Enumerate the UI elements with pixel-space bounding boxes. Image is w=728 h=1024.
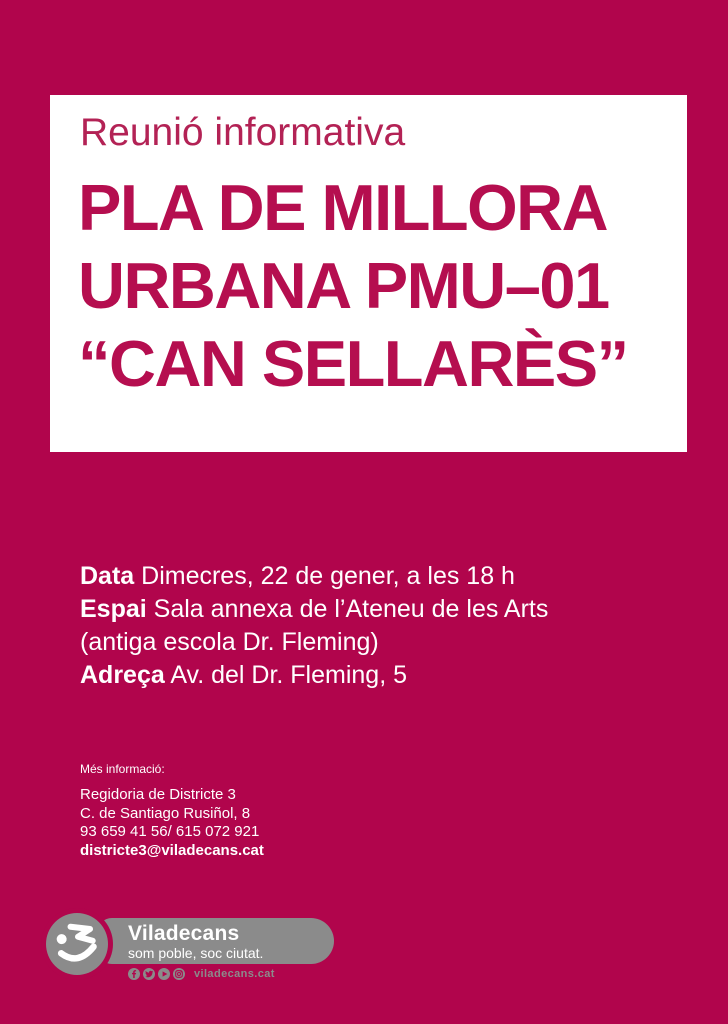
instagram-icon — [173, 968, 185, 980]
info-email: districte3@viladecans.cat — [80, 841, 264, 859]
info-line-department: Regidoria de Districte 3 — [80, 786, 236, 803]
info-line-street: C. de Santiago Rusiñol, 8 — [80, 804, 251, 822]
event-details — [80, 560, 548, 692]
detail-line-date — [80, 560, 548, 593]
title-line-3: “CAN SELLARÈS” — [78, 327, 628, 400]
detail-label-space: Espai — [80, 595, 147, 623]
more-info-heading: Més informació: — [80, 762, 165, 776]
detail-value-space-note: (antiga escola Dr. Fleming) — [80, 628, 379, 656]
brand-tagline: som poble, soc ciutat. — [128, 945, 264, 961]
header-box — [50, 95, 687, 452]
detail-label-date: Data — [80, 562, 135, 590]
detail-value-address: Av. del Dr. Fleming, 5 — [164, 661, 408, 689]
social-row — [128, 968, 275, 980]
detail-label-address: Adreça — [80, 661, 165, 689]
title-line-2: URBANA PMU–01 — [78, 249, 609, 322]
viladecans-logo-icon — [46, 913, 108, 975]
more-info-block — [80, 762, 264, 860]
detail-line-address — [80, 659, 548, 692]
brand-pill — [97, 918, 334, 964]
facebook-icon — [128, 968, 140, 980]
info-line-phones: 93 659 41 56/ 615 072 921 — [80, 823, 260, 840]
detail-value-date: Dimecres, 22 de gener, a les 18 h — [134, 562, 515, 590]
detail-value-space: Sala annexa de l’Ateneu de les Arts — [146, 595, 549, 623]
detail-line-space — [80, 593, 548, 626]
twitter-icon — [143, 968, 155, 980]
brand-name: Viladecans — [128, 922, 240, 945]
poster-title — [78, 169, 628, 403]
website-text: viladecans.cat — [194, 968, 275, 980]
title-line-1: PLA DE MILLORA — [78, 171, 608, 244]
youtube-icon — [158, 968, 170, 980]
kicker-text: Reunió informativa — [80, 111, 406, 154]
detail-line-space-note — [80, 626, 548, 659]
